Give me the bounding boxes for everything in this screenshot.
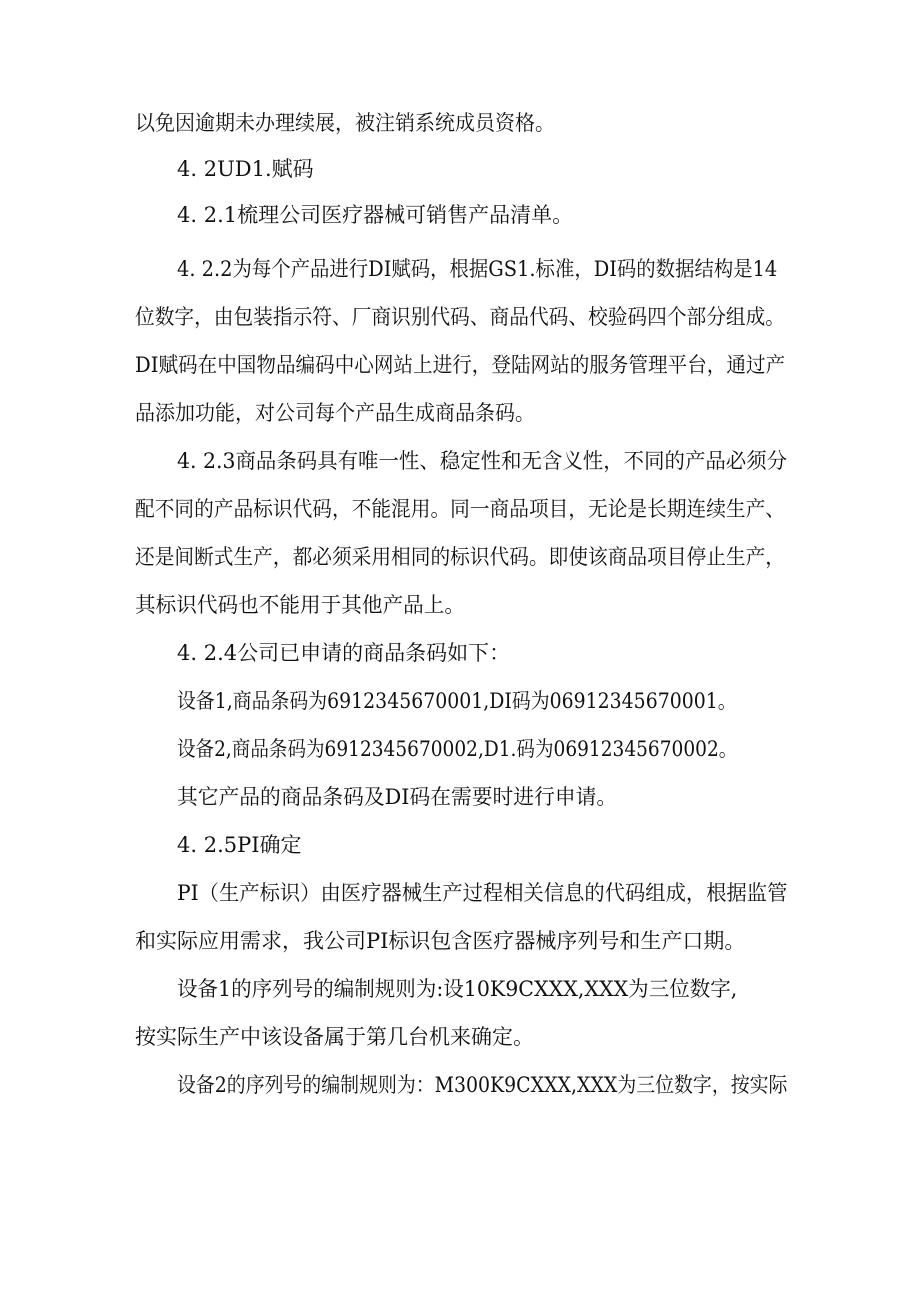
text-line-5: 位数字，由包装指示符、厂商识别代码、商品代码、校验码四个部分组成。 [135, 305, 785, 329]
text-line-4: 4. 2.2为每个产品进行DI赋码，根据GS1.标准，DI码的数据结构是14 [177, 257, 778, 281]
text-line-18: 和实际应用需求，我公司PI标识包含医疗器械序列号和生产口期。 [135, 929, 746, 953]
text-line-10: 还是间断式生产，都必须采用相同的标识代码。即使该商品项目停止生产， [135, 545, 785, 569]
text-line-20: 按实际生产中该设备属于第几台机来确定。 [135, 1025, 534, 1049]
text-line-12: 4. 2.4公司已申请的商品条码如下： [177, 641, 511, 665]
text-line-1: 以免因逾期未办理续展，被注销系统成员资格。 [135, 111, 555, 135]
text-line-9: 配不同的产品标识代码，不能混用。同一商品项目，无论是长期连续生产、 [135, 497, 785, 521]
text-line-7: 品添加功能，对公司每个产品生成商品条码。 [135, 401, 535, 425]
text-line-21: 设备2的序列号的编制规则为：M300K9CXXX,XXX为三位数字，按实际 [177, 1073, 788, 1097]
text-line-3: 4. 2.1梳理公司医疗器械可销售产品清单。 [177, 203, 574, 227]
text-line-6: DI赋码在中国物品编码中心网站上进行，登陆网站的服务管理平台，通过产 [135, 353, 786, 377]
text-line-11: 其标识代码也不能用于其他产品上。 [135, 593, 465, 617]
text-line-15: 其它产品的商品条码及DI码在需要时进行申请。 [177, 785, 618, 809]
text-line-19: 设备1的序列号的编制规则为:设10K9CXXX,XXX为三位数字, [177, 977, 738, 1001]
text-line-14: 设备2,商品条码为6912345670002,D1.码为06912345670002。 [177, 737, 738, 761]
text-line-8: 4. 2.3商品条码具有唯一性、稳定性和无含义性，不同的产品必须分 [177, 449, 788, 473]
text-line-13: 设备1,商品条码为6912345670001,DI码为06912345670001。 [177, 689, 737, 713]
text-line-2: 4. 2UD1.赋码 [177, 157, 314, 181]
text-line-16: 4. 2.5PI确定 [177, 833, 302, 857]
text-line-17: PI（生产标识）由医疗器械生产过程相关信息的代码组成，根据监管 [177, 881, 788, 905]
